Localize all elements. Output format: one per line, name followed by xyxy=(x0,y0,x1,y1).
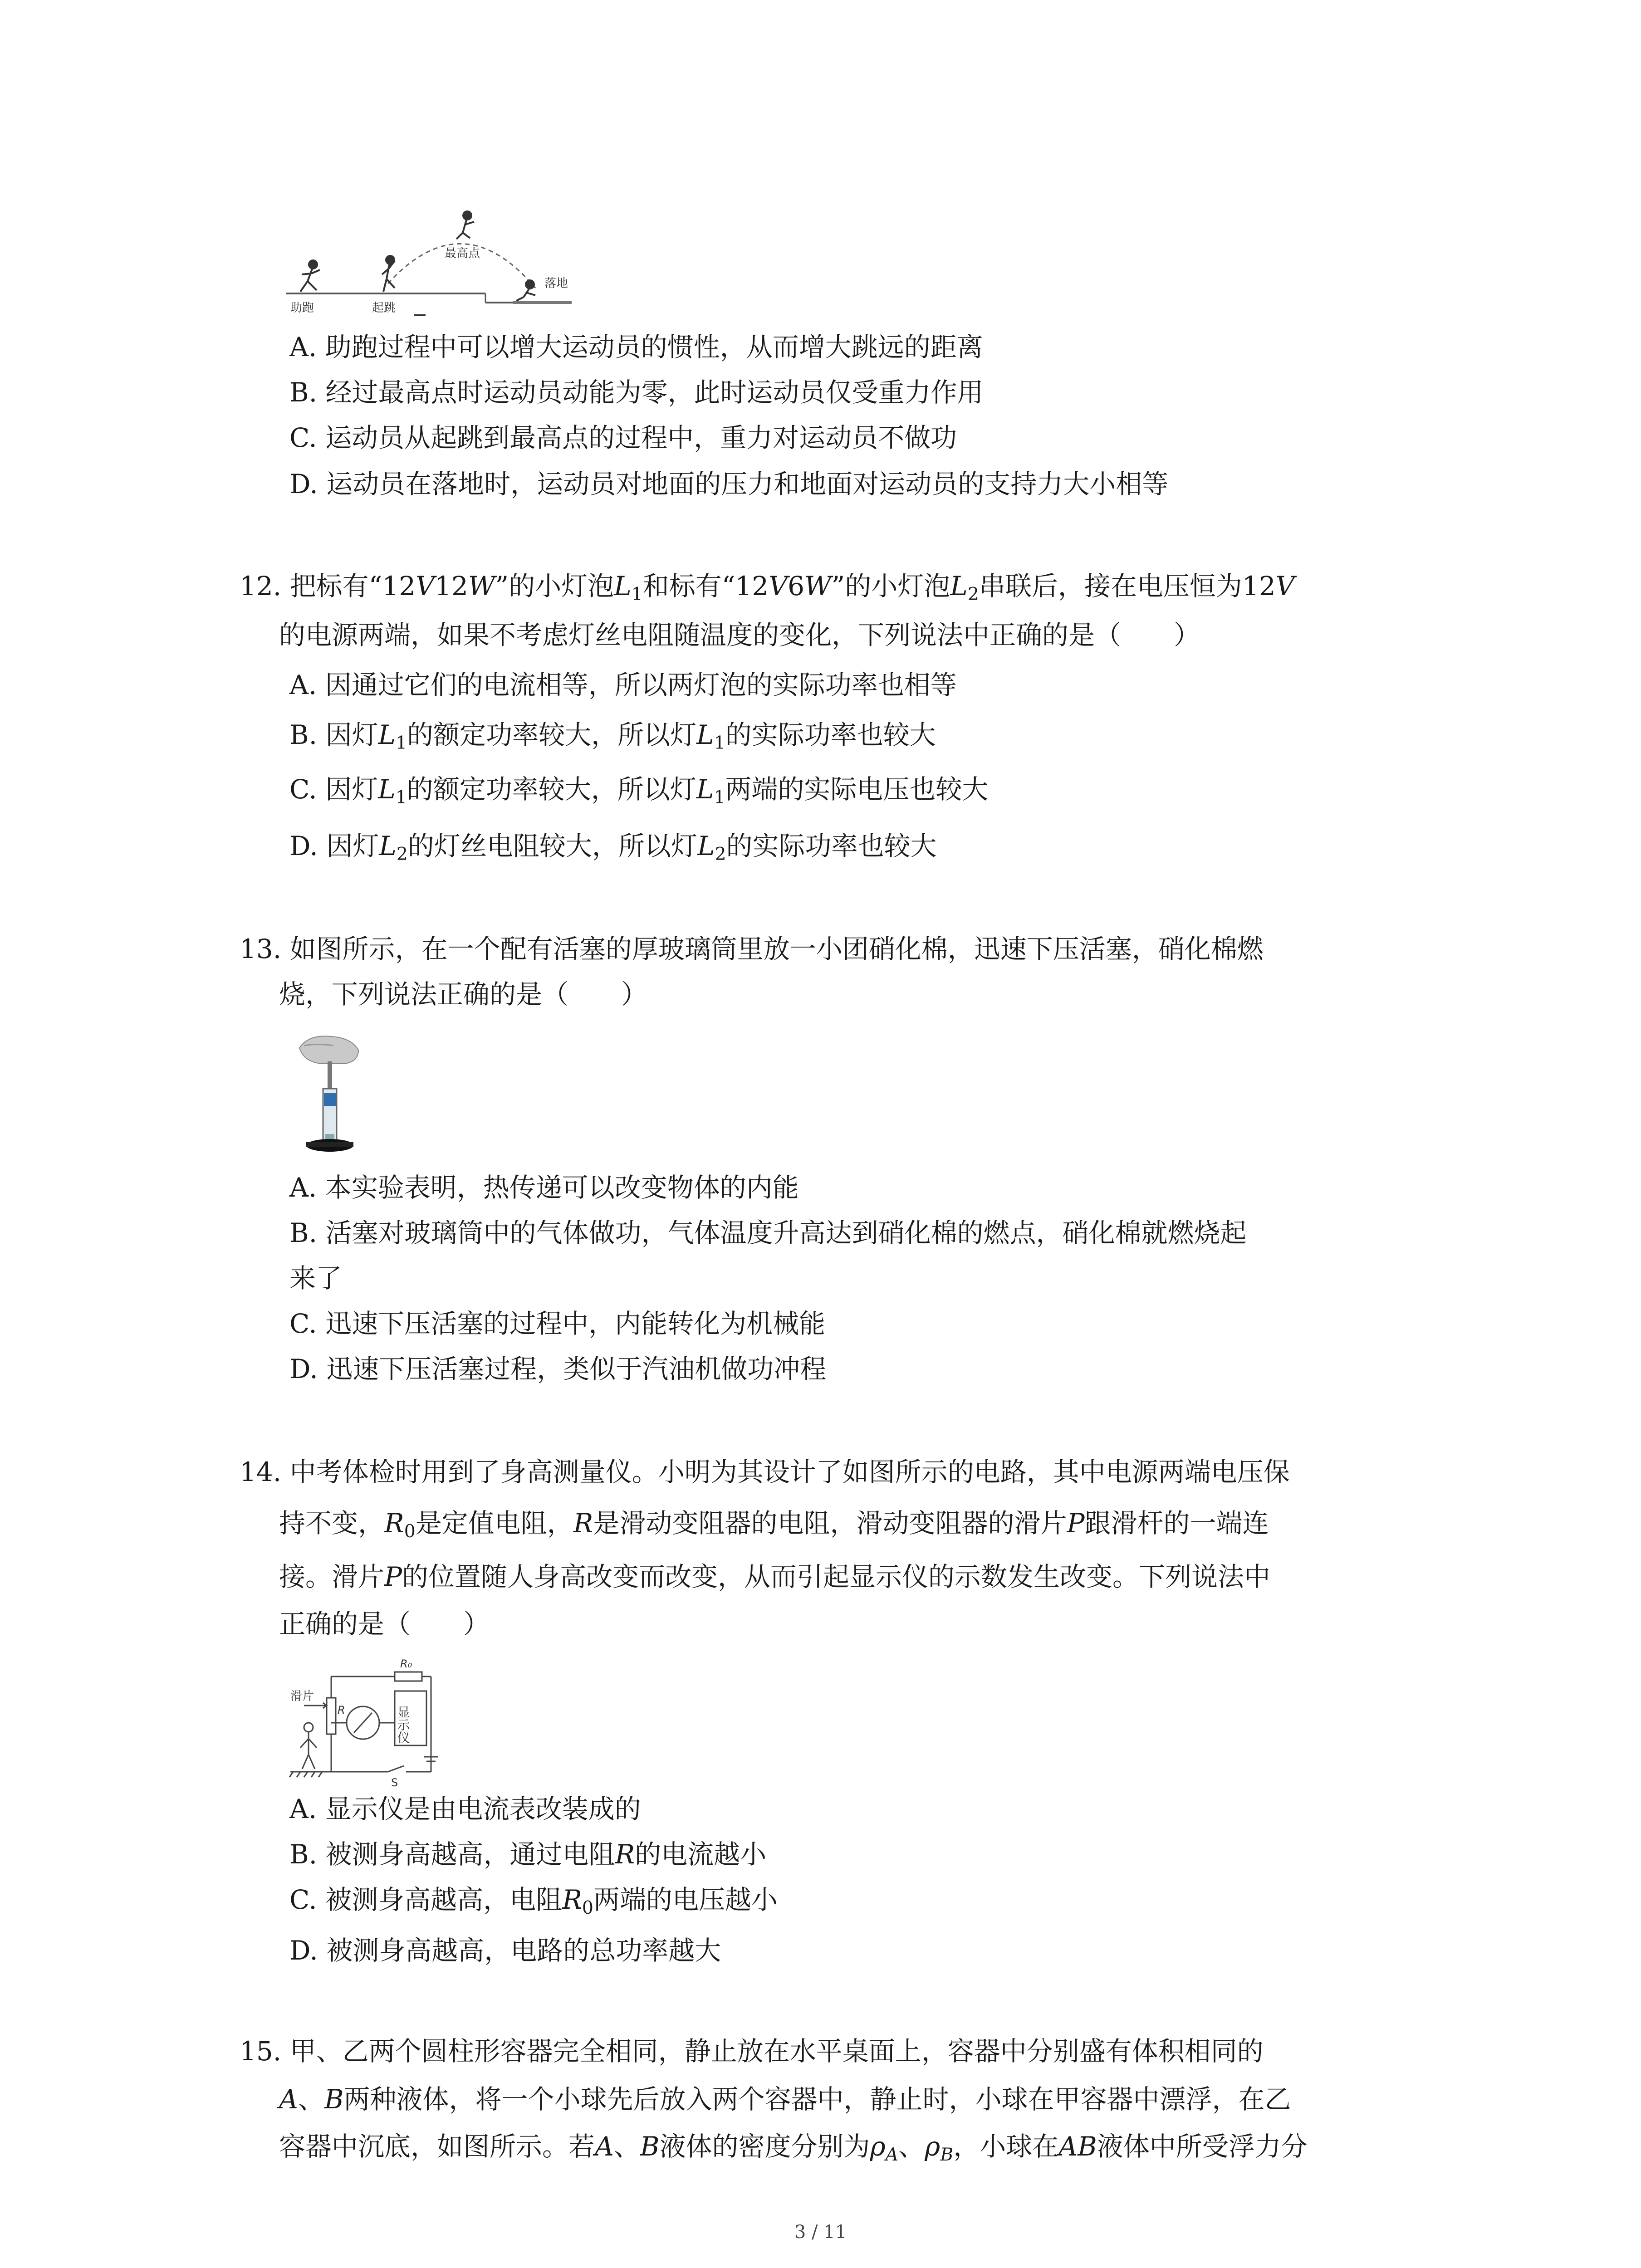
q13-stem-line2: 烧，下列说法正确的是（ ） xyxy=(279,979,648,1010)
q11-option-a: A. 助跑过程中可以增大运动员的惯性，从而增大跳远的距离 xyxy=(289,332,983,362)
height-meter-circuit-figure xyxy=(281,1655,472,1791)
q15-stem-line2: A、B两种液体，将一个小球先后放入两个容器中，静止时，小球在甲容器中漂浮，在乙 xyxy=(279,2084,1291,2115)
label-land: 落地 xyxy=(544,277,568,290)
q13-option-a: A. 本实验表明，热传递可以改变物体的内能 xyxy=(289,1172,799,1203)
q13-option-c: C. 迅速下压活塞的过程中，内能转化为机械能 xyxy=(289,1308,826,1339)
q11-option-c: C. 运动员从起跳到最高点的过程中，重力对运动员不做功 xyxy=(289,422,957,453)
label-top: 最高点 xyxy=(445,247,480,260)
q12-stem-line2: 的电源两端，如果不考虑灯丝电阻随温度的变化，下列说法中正确的是（ ） xyxy=(279,620,1200,650)
q13-option-b-line2: 来了 xyxy=(289,1263,343,1294)
q11-option-b: B. 经过最高点时运动员动能为零，此时运动员仅受重力作用 xyxy=(289,377,984,408)
q13-option-b-line1: B. 活塞对玻璃筒中的气体做功，气体温度升高达到硝化棉的燃点，硝化棉就燃烧起 xyxy=(289,1217,1247,1248)
q13-stem-line1: 13. 如图所示，在一个配有活塞的厚玻璃筒里放一小团硝化棉，迅速下压活塞，硝化棉燃 xyxy=(240,934,1264,964)
label-jump: 起跳 xyxy=(372,301,396,315)
q12-stem-line1: 12. 把标有“12V12W”的小灯泡$L_1$和标有“12V6W”的小灯泡$L_2$串联后，接在电压恒为12V xyxy=(240,571,1295,605)
label-switch: S xyxy=(391,1776,398,1789)
label-slider: 滑片 xyxy=(290,1690,314,1703)
q15-stem-line1: 15. 甲、乙两个圆柱形容器完全相同，静止放在水平桌面上，容器中分别盛有体积相同的 xyxy=(240,2036,1264,2067)
q11-option-d: D. 运动员在落地时，运动员对地面的压力和地面对运动员的支持力大小相等 xyxy=(289,469,1169,499)
q14-stem-line3: 接。滑片P的位置随人身高改变而改变，从而引起显示仪的示数发生改变。下列说法中 xyxy=(279,1561,1271,1592)
q12-option-a: A. 因通过它们的电流相等，所以两灯泡的实际功率也相等 xyxy=(289,670,957,700)
q14-stem-line2: 持不变，$R_0$是定值电阻，R是滑动变阻器的电阻，滑动变阻器的滑片P跟滑杆的一端连 xyxy=(279,1508,1269,1542)
q13-option-d: D. 迅速下压活塞过程，类似于汽油机做功冲程 xyxy=(289,1354,827,1384)
q12-option-b: B. 因灯$L_1$的额定功率较大，所以灯$L_1$的实际功率也较大 xyxy=(289,719,936,754)
q14-option-c: C. 被测身高越高，电阻$R_0$两端的电压越小 xyxy=(289,1884,778,1919)
label-r0: R₀ xyxy=(400,1657,412,1670)
q14-stem-line1: 14. 中考体检时用到了身高测量仪。小明为其设计了如图所示的电路，其中电源两端电压保 xyxy=(240,1457,1290,1487)
q14-option-b: B. 被测身高越高，通过电阻R的电流越小 xyxy=(289,1839,767,1870)
q12-option-d: D. 因灯$L_2$的灯丝电阻较大，所以灯$L_2$的实际功率也较大 xyxy=(289,831,937,865)
page-number: 3 / 11 xyxy=(794,2222,847,2243)
piston-cylinder-figure xyxy=(290,1030,381,1161)
q14-option-a: A. 显示仪是由电流表改装成的 xyxy=(289,1794,641,1824)
label-display: 显示仪 xyxy=(395,1706,411,1744)
label-run: 助跑 xyxy=(290,301,314,315)
q12-option-c: C. 因灯$L_1$的额定功率较大，所以灯$L_1$两端的实际电压也较大 xyxy=(289,774,989,808)
label-r: R xyxy=(338,1704,345,1716)
q15-stem-line3: 容器中沉底，如图所示。若A、B液体的密度分别为$\rho_A$、$\rho_B$，小球在AB液体中所受浮力分 xyxy=(279,2131,1308,2165)
q14-stem-line4: 正确的是（ ） xyxy=(279,1608,490,1639)
long-jump-figure xyxy=(281,206,581,329)
q14-option-d: D. 被测身高越高，电路的总功率越大 xyxy=(289,1935,721,1966)
